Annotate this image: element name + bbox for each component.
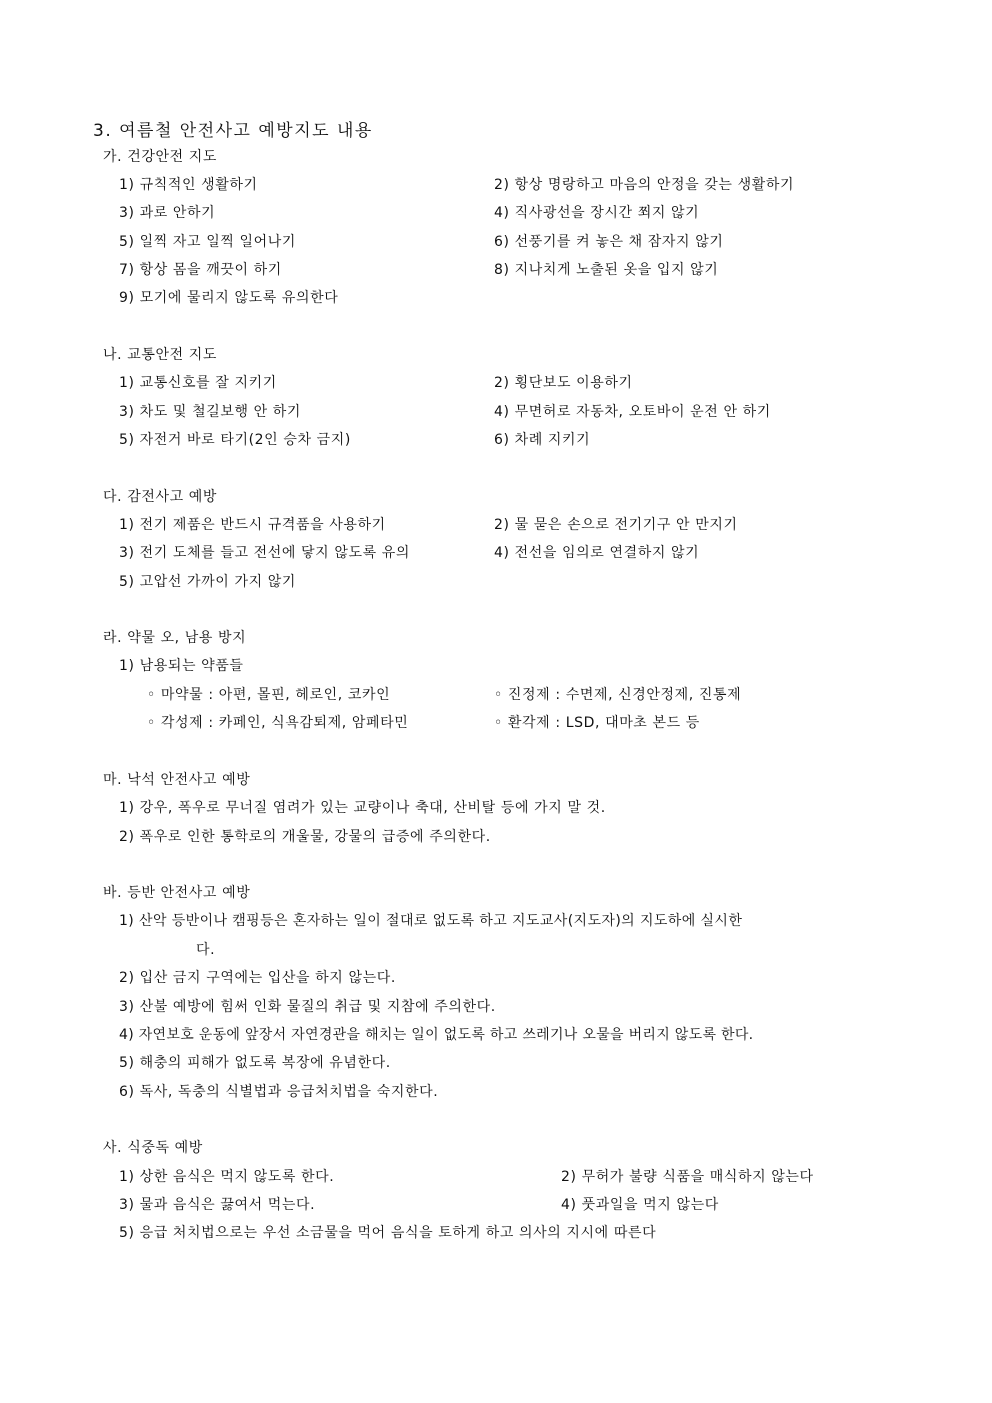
list-item: 9) 모기에 물리지 않도록 유의한다 [119, 290, 339, 306]
section-heading: 마. 낙석 안전사고 예방 [103, 772, 251, 788]
list-item: 5) 응급 처치법으로는 우선 소금물을 먹어 음식을 토하게 하고 의사의 지시에 따른다 [119, 1225, 657, 1241]
list-item: 4) 직사광선을 장시간 쬐지 않기 [494, 205, 700, 221]
list-item: 2) 무허가 불량 식품을 매식하지 않는다 [561, 1169, 814, 1185]
list-item: 1) 산악 등반이나 캠핑등은 혼자하는 일이 절대로 없도록 하고 지도교사(지도자)의 지도하에 실시한 [119, 913, 743, 929]
list-item: 1) 규칙적인 생활하기 [119, 177, 258, 193]
section-heading: 사. 식중독 예방 [103, 1140, 203, 1156]
list-item: 3) 산불 예방에 힘써 인화 물질의 취급 및 지참에 주의한다. [119, 999, 496, 1015]
section-heading: 가. 건강안전 지도 [103, 149, 218, 165]
list-item: 1) 교통신호를 잘 지키기 [119, 375, 277, 391]
list-item: 4) 자연보호 운동에 앞장서 자연경관을 해치는 일이 없도록 하고 쓰레기나 오물을 버리지 않도록 한다. [119, 1027, 754, 1043]
document-title: 3. 여름철 안전사고 예방지도 내용 [93, 121, 373, 141]
list-item: 5) 고압선 가까이 가지 않기 [119, 574, 297, 590]
section-heading: 라. 약물 오, 남용 방지 [103, 630, 247, 646]
list-item: 6) 독사, 독충의 식별법과 응급처치법을 숙지한다. [119, 1084, 439, 1100]
list-item: 4) 무면허로 자동차, 오토바이 운전 안 하기 [494, 404, 771, 420]
list-item: 5) 일찍 자고 일찍 일어나기 [119, 234, 297, 250]
list-item: 2) 횡단보도 이용하기 [494, 375, 633, 391]
list-item-continuation: 다. [196, 942, 216, 958]
list-item: 3) 전기 도체를 들고 전선에 닿지 않도록 유의 [119, 545, 411, 561]
list-item: 5) 해충의 피해가 없도록 복장에 유념한다. [119, 1055, 391, 1071]
list-item: 2) 입산 금지 구역에는 입산을 하지 않는다. [119, 970, 396, 986]
list-item: 6) 선풍기를 켜 놓은 채 잠자지 않기 [494, 234, 724, 250]
list-item: 6) 차례 지키기 [494, 432, 591, 448]
drug-item: ◦ 마약물 : 아편, 몰핀, 헤로인, 코카인 [147, 687, 391, 703]
drug-item: ◦ 진정제 : 수면제, 신경안정제, 진통제 [494, 687, 742, 703]
list-item: 3) 과로 안하기 [119, 205, 216, 221]
section-heading: 바. 등반 안전사고 예방 [103, 885, 251, 901]
list-item: 1) 상한 음식은 먹지 않도록 한다. [119, 1169, 335, 1185]
section-heading: 나. 교통안전 지도 [103, 347, 218, 363]
list-item: 2) 물 묻은 손으로 전기기구 안 만지기 [494, 517, 738, 533]
list-item: 4) 풋과일을 먹지 않는다 [561, 1197, 719, 1213]
list-item: 4) 전선을 임의로 연결하지 않기 [494, 545, 700, 561]
list-item: 3) 물과 음식은 끓여서 먹는다. [119, 1197, 316, 1213]
list-item: 2) 항상 명랑하고 마음의 안정을 갖는 생활하기 [494, 177, 795, 193]
drug-item: ◦ 각성제 : 카페인, 식욕감퇴제, 암페타민 [147, 715, 409, 731]
list-item: 2) 폭우로 인한 통학로의 개울물, 강물의 급증에 주의한다. [119, 829, 491, 845]
drug-item: ◦ 환각제 : LSD, 대마초 본드 등 [494, 715, 700, 731]
list-item: 8) 지나치게 노출된 옷을 입지 않기 [494, 262, 719, 278]
list-item: 5) 자전거 바로 타기(2인 승차 금지) [119, 432, 351, 448]
list-item: 1) 전기 제품은 반드시 규격품을 사용하기 [119, 517, 386, 533]
list-item: 7) 항상 몸을 깨끗이 하기 [119, 262, 282, 278]
list-item: 1) 남용되는 약품들 [119, 658, 244, 674]
list-item: 3) 차도 및 철길보행 안 하기 [119, 404, 302, 420]
list-item: 1) 강우, 폭우로 무너질 염려가 있는 교량이나 축대, 산비탈 등에 가지 말 것. [119, 800, 606, 816]
section-heading: 다. 감전사고 예방 [103, 489, 218, 505]
